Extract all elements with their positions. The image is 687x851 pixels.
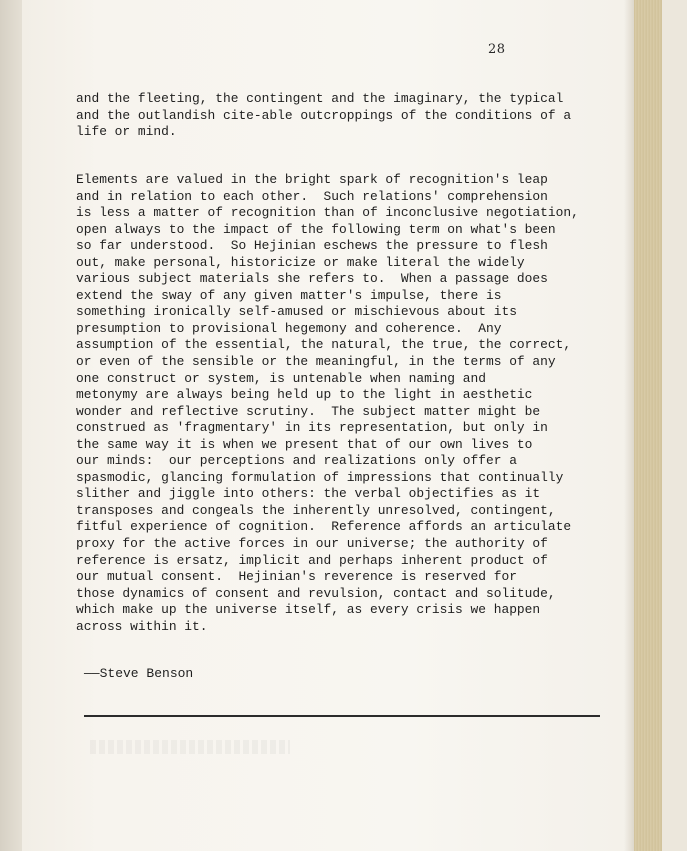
text-line: construed as 'fragmentary' in its representation, but only in	[76, 420, 548, 436]
text-line: so far understood. So Hejinian eschews the pressure to flesh	[76, 238, 548, 254]
text-line: slither and jiggle into others: the verbal objectifies as it	[76, 486, 541, 502]
text-line: and the fleeting, the contingent and the imaginary, the typical	[76, 91, 564, 106]
author-signature: ——Steve Benson	[84, 666, 194, 681]
text-line: the same way it is when we present that of our own lives to	[76, 436, 533, 452]
text-line: Elements are valued in the bright spark of recognition's leap	[76, 172, 548, 187]
text-line: open always to the impact of the following term on what's been	[76, 221, 556, 237]
text-line: which make up the universe itself, as every crisis we happen	[76, 602, 541, 618]
text-line: is less a matter of recognition than of inconclusive negotiation,	[76, 205, 579, 221]
text-line: reference is ersatz, implicit and perhaps inherent product of	[76, 552, 548, 568]
text-line: wonder and reflective scrutiny. The subject matter might be	[76, 403, 541, 419]
text-line: across within it.	[76, 618, 208, 634]
text-line: fitful experience of cognition. Reference affords an articulate	[76, 519, 572, 535]
text-line: spasmodic, glancing formulation of impressions that continually	[76, 469, 564, 485]
paragraph-2	[76, 172, 579, 635]
paragraph-1	[76, 91, 571, 141]
text-line: those dynamics of consent and revulsion, contact and solitude,	[76, 585, 556, 601]
text-line: assumption of the essential, the natural, the true, the correct,	[76, 337, 572, 353]
text-line: life or mind.	[76, 124, 177, 140]
text-line: and the outlandish cite-able outcroppings of the conditions of a	[76, 107, 572, 123]
text-line: proxy for the active forces in our universe; the authority of	[76, 536, 548, 552]
text-line: various subject materials she refers to. When a passage does	[76, 271, 548, 287]
text-line: one construct or system, is untenable when naming and	[76, 370, 486, 386]
book-page	[22, 0, 662, 851]
text-line: presumption to provisional hegemony and coherence. Any	[76, 320, 502, 336]
horizontal-rule	[84, 715, 600, 717]
text-line: and in relation to each other. Such relations' comprehension	[76, 188, 548, 204]
text-line: our mutual consent. Hejinian's reverence is reserved for	[76, 569, 517, 585]
text-line: extend the sway of any given matter's impulse, there is	[76, 287, 502, 303]
bleed-through-shadow	[90, 740, 290, 754]
page-number: 28	[488, 42, 506, 57]
text-line: transposes and congeals the inherently unresolved, contingent,	[76, 502, 556, 518]
text-line: metonymy are always being held up to the light in aesthetic	[76, 387, 533, 403]
page-edge-shade	[624, 0, 634, 851]
page-edges	[634, 0, 662, 851]
text-line: our minds: our perceptions and realizations only offer a	[76, 453, 517, 469]
text-line: something ironically self-amused or mischievous about its	[76, 304, 517, 320]
text-line: or even of the sensible or the meaningful, in the terms of any	[76, 354, 556, 370]
text-line: out, make personal, historicize or make literal the widely	[76, 254, 525, 270]
